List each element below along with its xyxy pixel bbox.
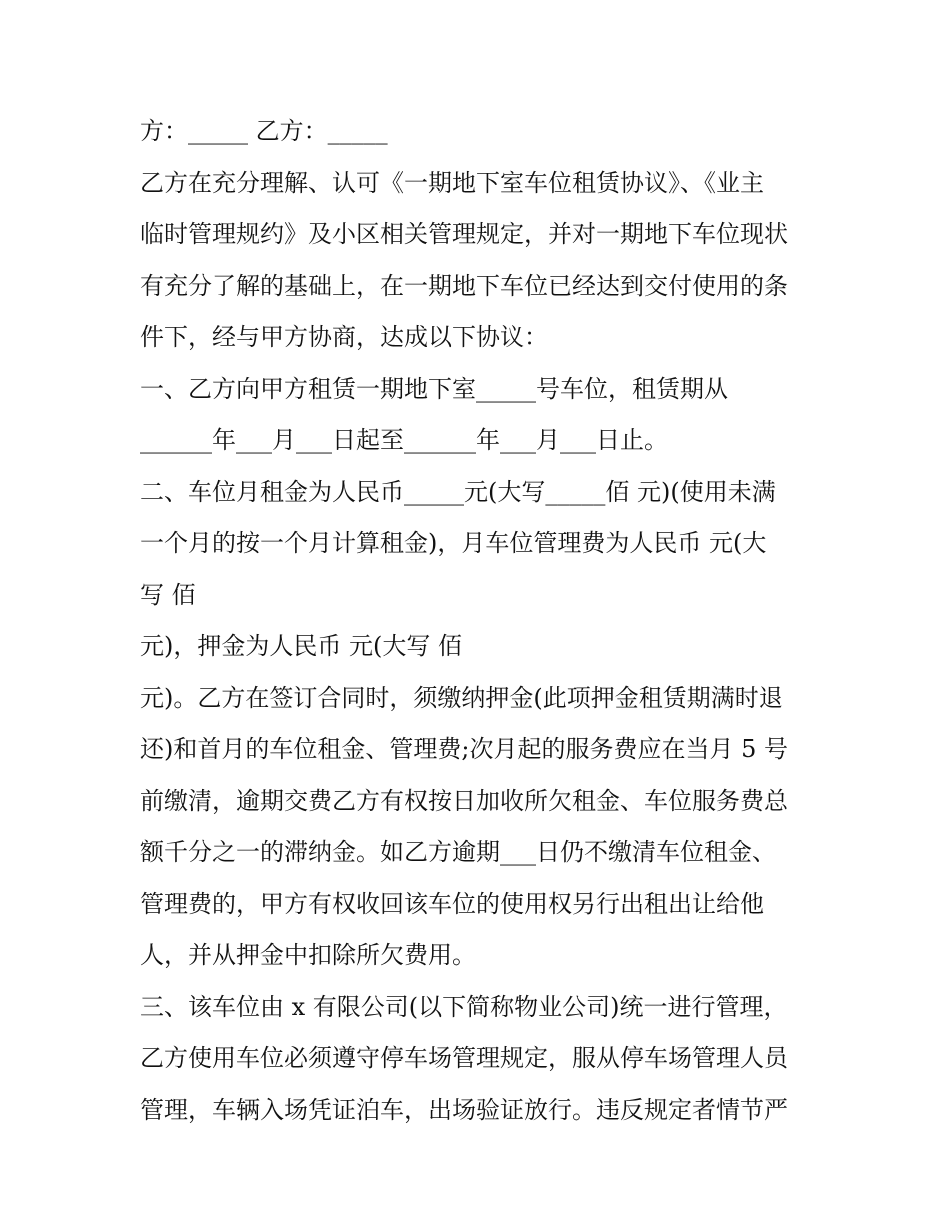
text-line: 元)。乙方在签订合同时，须缴纳押金(此项押金租赁期满时退	[140, 683, 783, 712]
text-line: 件下，经与甲方协商，达成以下协议：	[140, 323, 548, 351]
text-line: 人，并从押金中扣除所欠费用。	[140, 941, 476, 969]
text-line: 三、该车位由 x 有限公司(以下简称物业公司)统一进行管理，	[140, 992, 788, 1021]
text-line: 管理费的，甲方有权收回该车位的使用权另行出租出让给他	[140, 889, 764, 918]
text-line: 一、乙方向甲方租赁一期地下室_____号车位，租赁期从	[140, 374, 728, 403]
text-line: 写 佰	[140, 580, 196, 609]
text-line: 乙方使用车位必须遵守停车场管理规定，服从停车场管理人员	[140, 1044, 788, 1072]
text-line: 乙方在充分理解、认可《一期地下室车位租赁协议》、《业主	[140, 168, 764, 197]
text-line: 有充分了解的基础上，在一期地下车位已经达到交付使用的条	[140, 271, 788, 300]
text-line: 额千分之一的滞纳金。如乙方逾期___日仍不缴清车位租金、	[140, 838, 776, 866]
text-line: 方：_____ 乙方：_____	[140, 117, 388, 145]
text-line: 临时管理规约》及小区相关管理规定，并对一期地下车位现状	[140, 220, 788, 248]
text-line: ______年___月___日起至______年___月___日止。	[140, 426, 668, 454]
text-line: 元)，押金为人民币 元(大写 佰	[140, 632, 462, 660]
text-line: 一个月的按一个月计算租金)，月车位管理费为人民币 元(大	[140, 529, 767, 557]
text-line: 管理，车辆入场凭证泊车，出场验证放行。违反规定者情节严	[140, 1095, 788, 1124]
text-line: 二、车位月租金为人民币_____元(大写_____佰 元)(使用未满	[140, 477, 776, 506]
text-line: 前缴清，逾期交费乙方有权按日加收所欠租金、车位服务费总	[140, 786, 788, 815]
text-line: 还)和首月的车位租金、管理费;次月起的服务费应在当月 5 号	[140, 735, 788, 763]
document-body	[140, 106, 820, 1136]
